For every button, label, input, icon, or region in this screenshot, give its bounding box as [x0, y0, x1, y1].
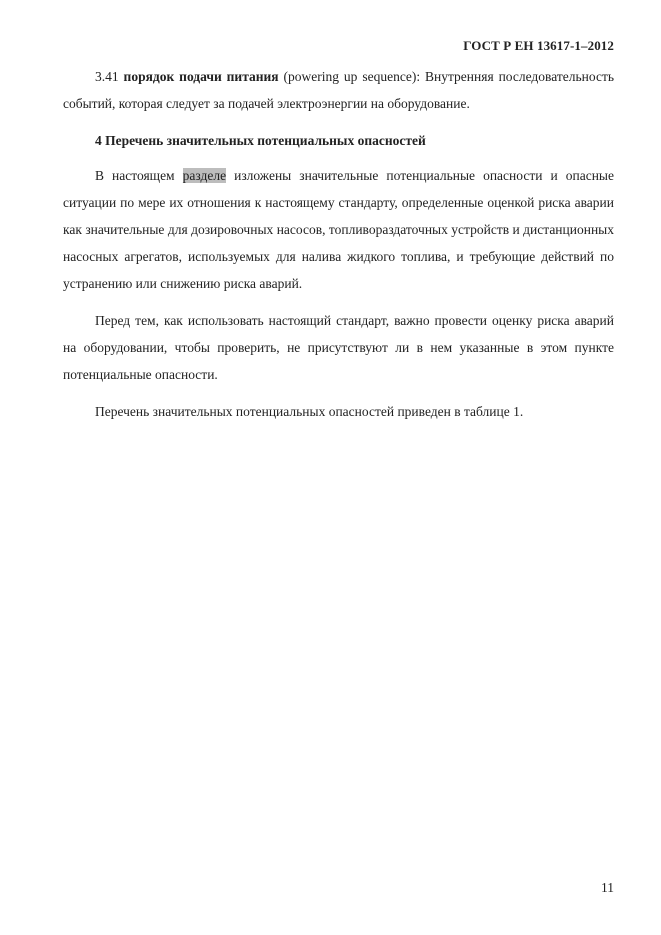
highlighted-word: разделе — [182, 168, 227, 183]
section-paragraph-1 — [63, 162, 614, 297]
definition-text: Внутренняя последовательность событий, которая следует за подачей электроэнергии на оборудование. — [63, 69, 615, 111]
document-standard-id: ГОСТ Р ЕН 13617-1–2012 — [463, 38, 614, 53]
section-paragraph-2: Перед тем, как использовать настоящий стандарт, важно провести оценку риска аварий на оборудовании, чтобы проверить, не присутствуют ли в нем указанные в этом пункте потенциальные опасности. — [63, 313, 614, 382]
section-paragraph-3: Перечень значительных потенциальных опасностей приведен в таблице 1. — [95, 404, 524, 419]
definition-paragraph — [63, 63, 614, 117]
definition-number: 3.41 — [95, 69, 119, 84]
paragraph-1-start: В настоящем — [95, 168, 183, 183]
definition-english-term: (powering up sequence): — [283, 69, 421, 84]
definition-term: порядок подачи питания — [123, 69, 279, 84]
page-number: 11 — [601, 880, 614, 895]
page-content — [63, 63, 614, 425]
paragraph-1-rest: изложены значительные потенциальные опасности и опасные ситуации по мере их отношения к настоящему стандарту, определенные оценкой риска аварии как значительные для дозировочных насосов, топливораздаточных устройств и дистанционных насосных агрегатов, используемых для налива жидкого топлива, и требующие действий по устранению или снижению риска аварий. — [63, 168, 614, 291]
section-heading: 4 Перечень значительных потенциальных опасностей — [95, 133, 426, 148]
